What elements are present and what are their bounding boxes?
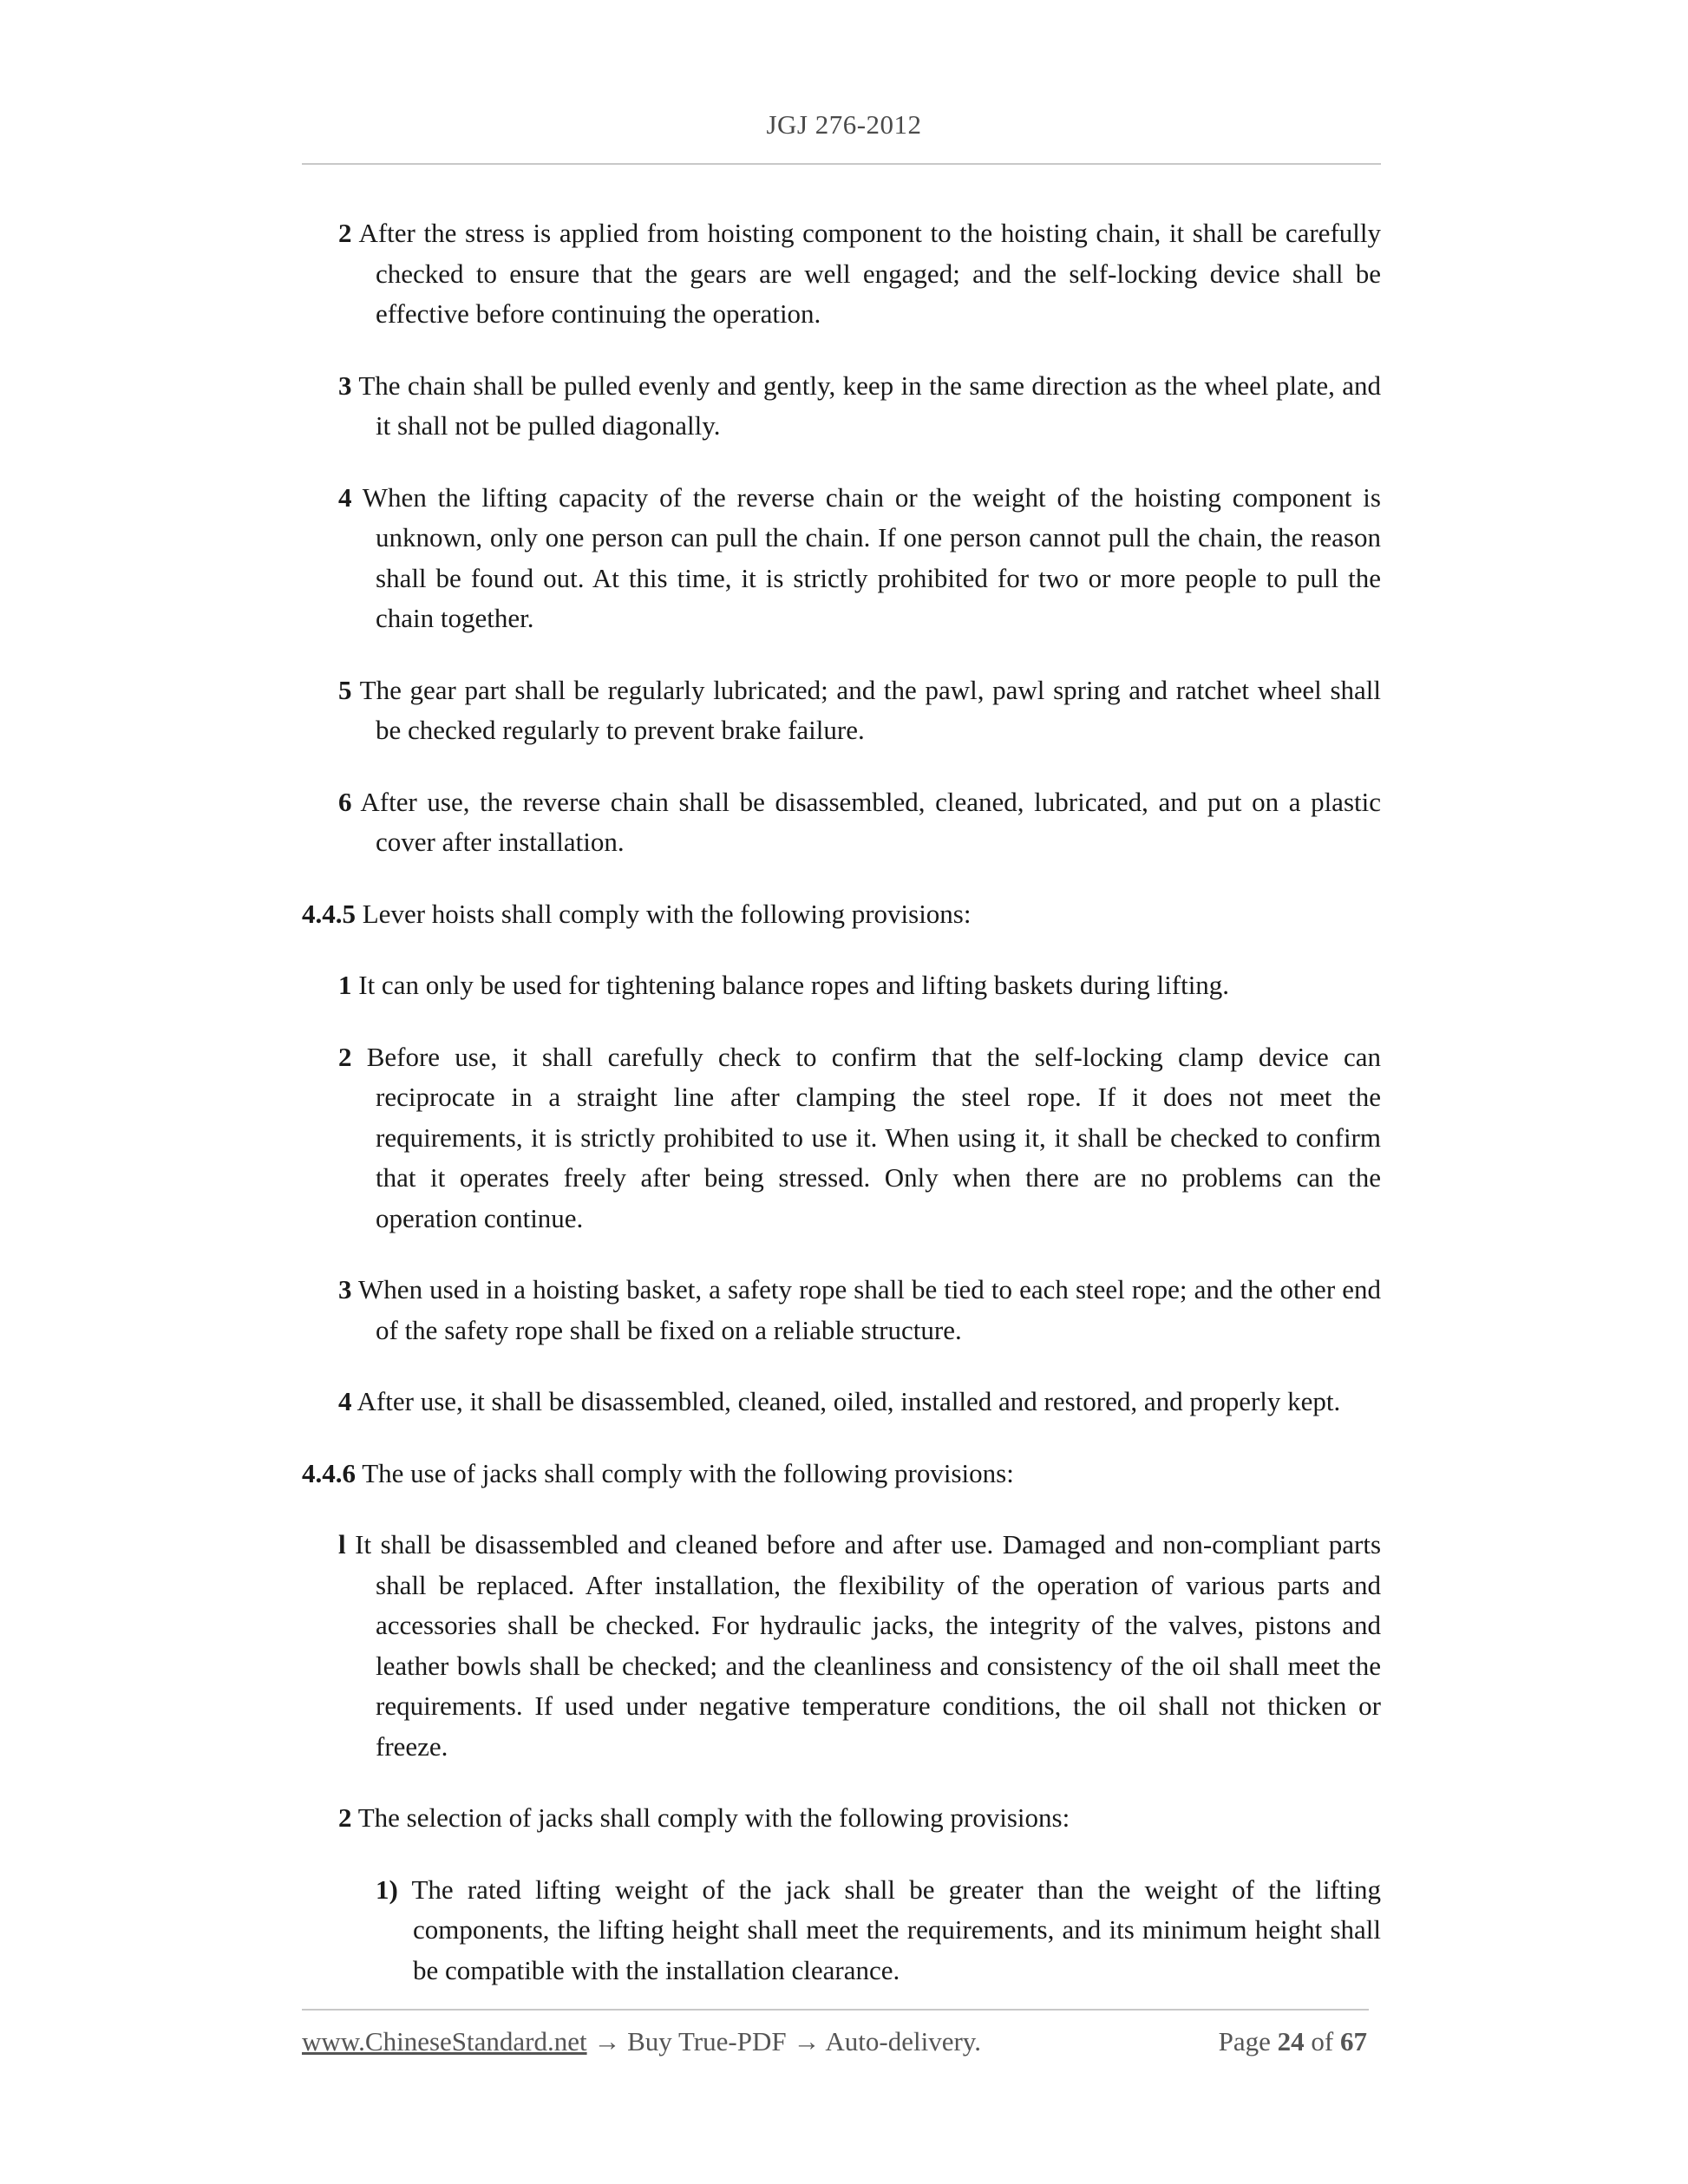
- item-text: Before use, it shall carefully check to confirm that the self-locking clamp device can reciprocate in a straight line after clamping the steel rope. If it does not meet the requirements, it is strictly prohibited to use it. When using it, it shall be checked to confirm that it operates freely after being stressed. Only when there are no problems can the operation continue.: [366, 1041, 1381, 1233]
- item-text: After use, it shall be disassembled, cleaned, oiled, installed and restored, and properly kept.: [357, 1386, 1341, 1416]
- clause-number: 4.4.5: [302, 898, 356, 929]
- page-current: 24: [1277, 2026, 1305, 2056]
- clause-text: The use of jacks shall comply with the following provisions:: [362, 1457, 1014, 1488]
- item-text: The chain shall be pulled evenly and gently, keep in the same direction as the wheel plate, and it shall not be pulled diagonally.: [358, 369, 1381, 441]
- item-number: 3: [338, 1274, 352, 1305]
- page-header-doc-code: JGJ 276-2012: [766, 109, 922, 140]
- clause-text: Lever hoists shall comply with the following provisions:: [362, 898, 972, 929]
- list-item: [302, 1037, 1381, 1239]
- item-number: 4: [338, 481, 352, 513]
- arrow-right-icon: →: [793, 2026, 821, 2056]
- list-item: [302, 1798, 1381, 1839]
- page-number: [1219, 2026, 1367, 2057]
- list-item: [302, 782, 1381, 863]
- item-text: The selection of jacks shall comply with the following provisions:: [357, 1802, 1070, 1833]
- page-of: of: [1311, 2026, 1334, 2056]
- page-total: 67: [1340, 2026, 1367, 2056]
- page-label: Page: [1218, 2026, 1271, 2056]
- item-text: When used in a hoisting basket, a safety rope shall be tied to each steel rope; and the other end of the safety rope shall be fixed on a reliable structure.: [358, 1274, 1381, 1345]
- item-text: After the stress is applied from hoisting component to the hoisting chain, it shall be carefully checked to ensure that the gears are well engaged; and the self-locking device shall be effective before continuing the operation.: [358, 218, 1381, 329]
- arrow-right-icon: →: [593, 2026, 621, 2056]
- clause-heading: [302, 894, 1381, 935]
- item-text: It can only be used for tightening balance ropes and lifting baskets during lifting.: [358, 970, 1230, 1000]
- item-number: 6: [338, 786, 352, 817]
- clause-heading: [302, 1454, 1381, 1494]
- item-text: When the lifting capacity of the reverse chain or the weight of the hoisting component is unknown, only one person can pull the chain. If one person cannot pull the chain, the reason shall be found out. At this time, it is strictly prohibited for two or more people to pull the chain together.: [362, 481, 1381, 633]
- item-number: 3: [338, 369, 352, 401]
- sub-item-text: The rated lifting weight of the jack shall be greater than the weight of the lifting components, the lifting height shall meet the requirements, and its minimum height shall be compatible with the installation clearance.: [411, 1873, 1381, 1985]
- item-text: The gear part shall be regularly lubricated; and the pawl, pawl spring and ratchet wheel shall be checked regularly to prevent brake failure.: [359, 674, 1381, 745]
- footer-promo: [302, 2026, 981, 2057]
- list-item: [302, 213, 1381, 335]
- list-item: [302, 965, 1381, 1006]
- clause-number: 4.4.6: [302, 1457, 356, 1488]
- list-item: [302, 1270, 1381, 1350]
- item-number: 4: [338, 1386, 352, 1416]
- site-link[interactable]: www.ChineseStandard.net: [302, 2026, 587, 2056]
- item-number: 2: [338, 1802, 352, 1833]
- item-number: l: [338, 1529, 346, 1560]
- item-text: After use, the reverse chain shall be disassembled, cleaned, lubricated, and put on a plastic cover after installation.: [360, 786, 1381, 857]
- footer-divider: [302, 2009, 1369, 2011]
- item-number: 5: [338, 674, 352, 705]
- list-item: [302, 1525, 1381, 1767]
- buy-text: Buy True-PDF: [627, 2026, 787, 2056]
- list-item: [302, 478, 1381, 639]
- sub-list-item: [302, 1870, 1381, 1991]
- list-item: [302, 1382, 1381, 1422]
- delivery-text: Auto-delivery.: [825, 2026, 982, 2056]
- document-body: [302, 213, 1381, 2022]
- item-number: 2: [338, 218, 352, 248]
- list-item: [302, 366, 1381, 447]
- item-text: It shall be disassembled and cleaned before and after use. Damaged and non-compliant parts shall be replaced. After installation, the flexibility of the operation of various parts and accessories shall be checked. For hydraulic jacks, the integrity of the valves, pistons and leather bowls shall be checked; and the cleanliness and consistency of the oil shall meet the requirements. If used under negative temperature conditions, the oil shall not thicken or freeze.: [355, 1529, 1382, 1762]
- list-item: [302, 670, 1381, 751]
- header-divider: [302, 163, 1381, 165]
- item-number: 2: [338, 1041, 352, 1072]
- sub-item-number: 1): [376, 1873, 398, 1905]
- page-footer: [302, 2026, 1367, 2066]
- item-number: 1: [338, 970, 352, 1000]
